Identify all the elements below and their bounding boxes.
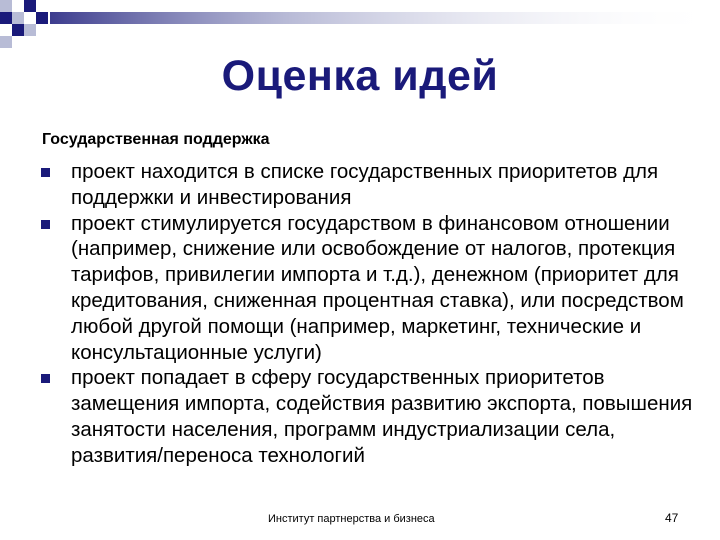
- bullet-list: [40, 159, 700, 469]
- bullet-text: проект находится в списке государственных приоритетов для поддержки и инвестирования: [71, 160, 659, 209]
- bullet-text: проект стимулируется государством в финансовом отношении (например, снижение или освобождение от налогов, протекция тарифов, привилегии импорта и т.д.), денежном (приоритет для кредитования, сниженная процентная ставка), или посредством любой другой помощи (например, маркетинг, технические и консультационные услуги): [71, 211, 684, 364]
- bullet-item: [40, 365, 700, 468]
- bullet-text: проект попадает в сферу государственных приоритетов замещения импорта, содействия развитию экспорта, повышения занятости населения, программ индустриализации села, развития/переноса технологий: [71, 366, 693, 467]
- header-decoration: [0, 0, 720, 60]
- slide-footer: Институт партнерства и бизнеса: [268, 513, 435, 525]
- square-bullet-icon: [41, 220, 50, 229]
- page-number: 47: [665, 511, 679, 525]
- bullet-item: [40, 159, 700, 211]
- slide-title: Оценка идей: [221, 52, 499, 100]
- square-bullet-icon: [41, 374, 50, 383]
- bullet-item: [40, 211, 700, 366]
- slide-subtitle: Государственная поддержка: [42, 131, 270, 148]
- square-bullet-icon: [41, 168, 50, 177]
